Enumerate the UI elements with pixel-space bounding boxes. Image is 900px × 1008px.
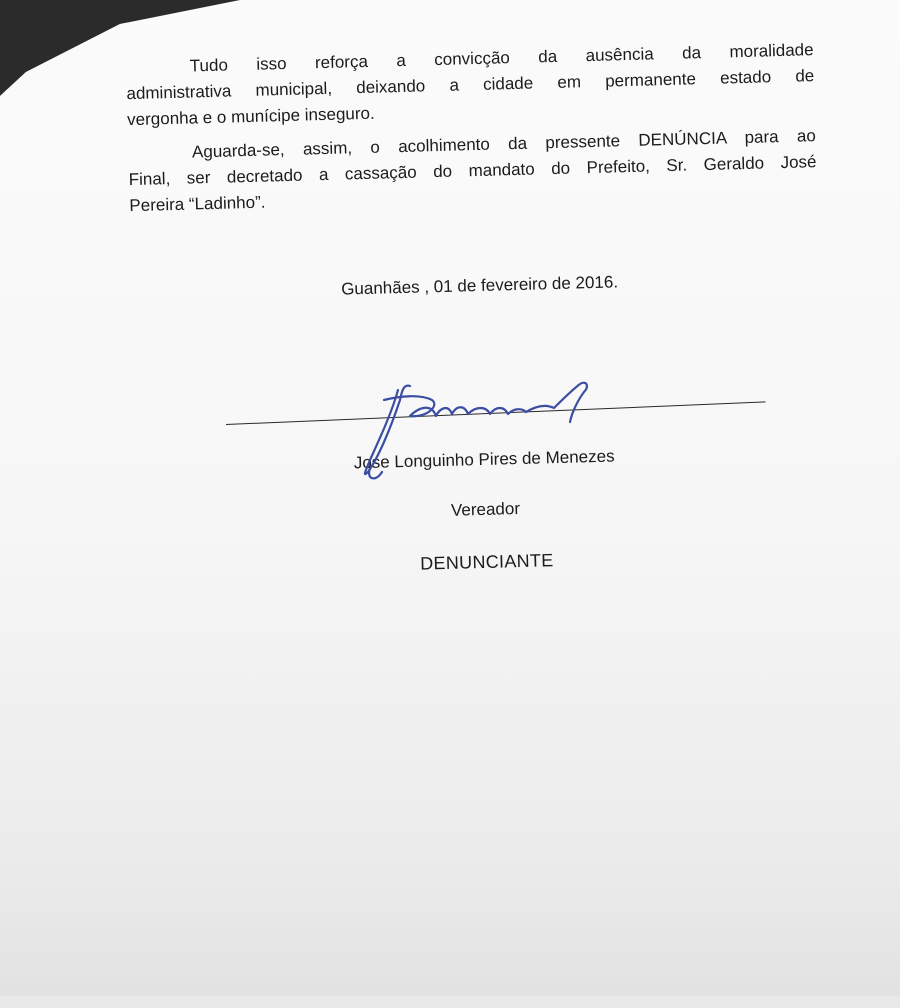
signer-role: DENUNCIANTE [419, 550, 554, 574]
signer-name: Jose Longuinho Pires de Menezes [353, 446, 615, 473]
handwritten-signature [340, 360, 610, 490]
paragraph-line: administrativa municipal, deixando a cidade em permanente estado de [126, 66, 815, 104]
paragraph-conviction [125, 37, 815, 133]
signer-title: Vereador [450, 499, 521, 520]
paragraph-request [128, 123, 818, 219]
paragraph-line: Tudo isso reforça a convicção da ausência da moralidade [189, 40, 814, 76]
paragraph-line: Pereira “Ladinho”. [129, 192, 266, 216]
paragraph-line: Aguarda-se, assim, o acolhimento da pressente DENÚNCIA para ao [191, 126, 817, 162]
place-and-date: Guanhães , 01 de fevereiro de 2016. [340, 272, 619, 299]
paragraph-line: Final, ser decretado a cassação do mandato do Prefeito, Sr. Geraldo José [128, 152, 817, 190]
paragraph-line: vergonha e o munícipe inseguro. [126, 103, 375, 130]
